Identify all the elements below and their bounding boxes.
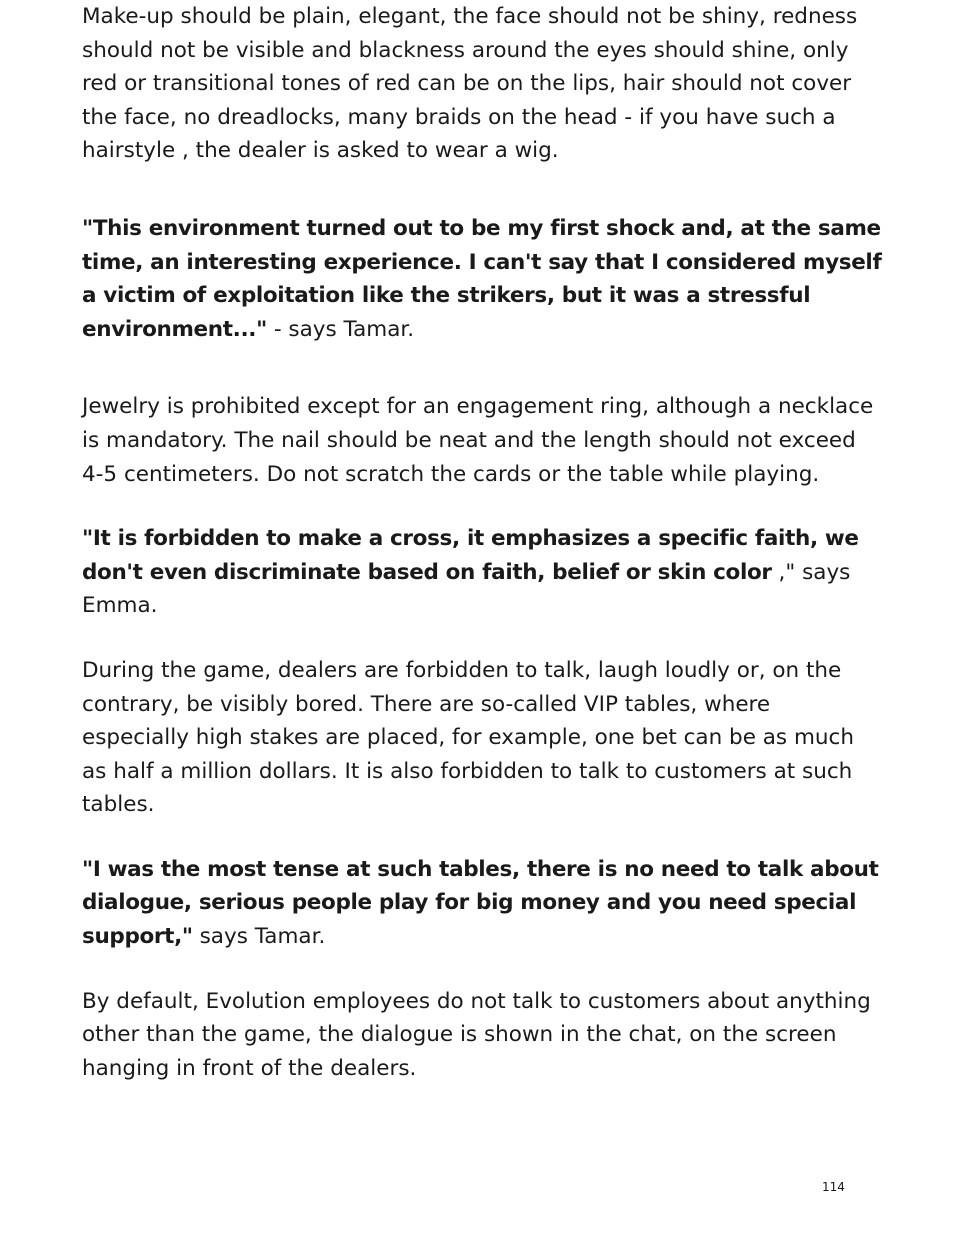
paragraph-game-rules-text: During the game, dealers are forbidden to talk, laugh loudly or, on the contrary, be visibly bored. There are so-called VIP tables, where especially high stakes are placed, for example, one bet can be as much as half a million dollars. It is also forbidden to talk to customers at such tables.	[82, 657, 854, 818]
quote-attribution: ," says Emma.	[82, 559, 851, 619]
paragraph-game-rules	[82, 654, 882, 822]
paragraph-tamar-quote-2	[82, 853, 882, 954]
document-page	[82, 0, 882, 1085]
paragraph-emma-quote	[82, 522, 882, 623]
quote-text: "This environment turned out to be my first shock and, at the same time, an interesting experience. I can't say that I considered myself a victim of exploitation like the strikers, but it was a stressful environment..."	[82, 215, 882, 342]
paragraph-makeup-text: Make-up should be plain, elegant, the face should not be shiny, redness should not be visible and blackness around the eyes should shine, only red or transitional tones of red can be on the lips, hair should not cover the face, no dreadlocks, many braids on the head - if you have such a hairstyle , the dealer is asked to wear a wig.	[82, 4, 858, 164]
quote-attribution: says Tamar.	[192, 924, 326, 950]
quote-text: "I was the most tense at such tables, there is no need to talk about dialogue, serious people play for big money and you need special support,"	[82, 856, 879, 950]
page-number: 114	[822, 1180, 845, 1194]
paragraph-jewelry-text: Jewelry is prohibited except for an engagement ring, although a necklace is mandatory. The nail should be neat and the length should not exceed 4-5 centimeters. Do not scratch the cards or the table while playing.	[82, 394, 874, 487]
paragraph-default-chat-text: By default, Evolution employees do not talk to customers about anything other than the game, the dialogue is shown in the chat, on the screen hanging in front of the dealers.	[82, 988, 871, 1081]
paragraph-jewelry	[82, 390, 882, 491]
quote-text: "It is forbidden to make a cross, it emphasizes a specific faith, we don't even discriminate based on faith, belief or skin color	[82, 526, 859, 585]
paragraph-default-chat	[82, 985, 882, 1086]
paragraph-makeup	[82, 0, 882, 168]
paragraph-tamar-quote-1	[82, 212, 882, 346]
quote-attribution: - says Tamar.	[266, 316, 415, 342]
